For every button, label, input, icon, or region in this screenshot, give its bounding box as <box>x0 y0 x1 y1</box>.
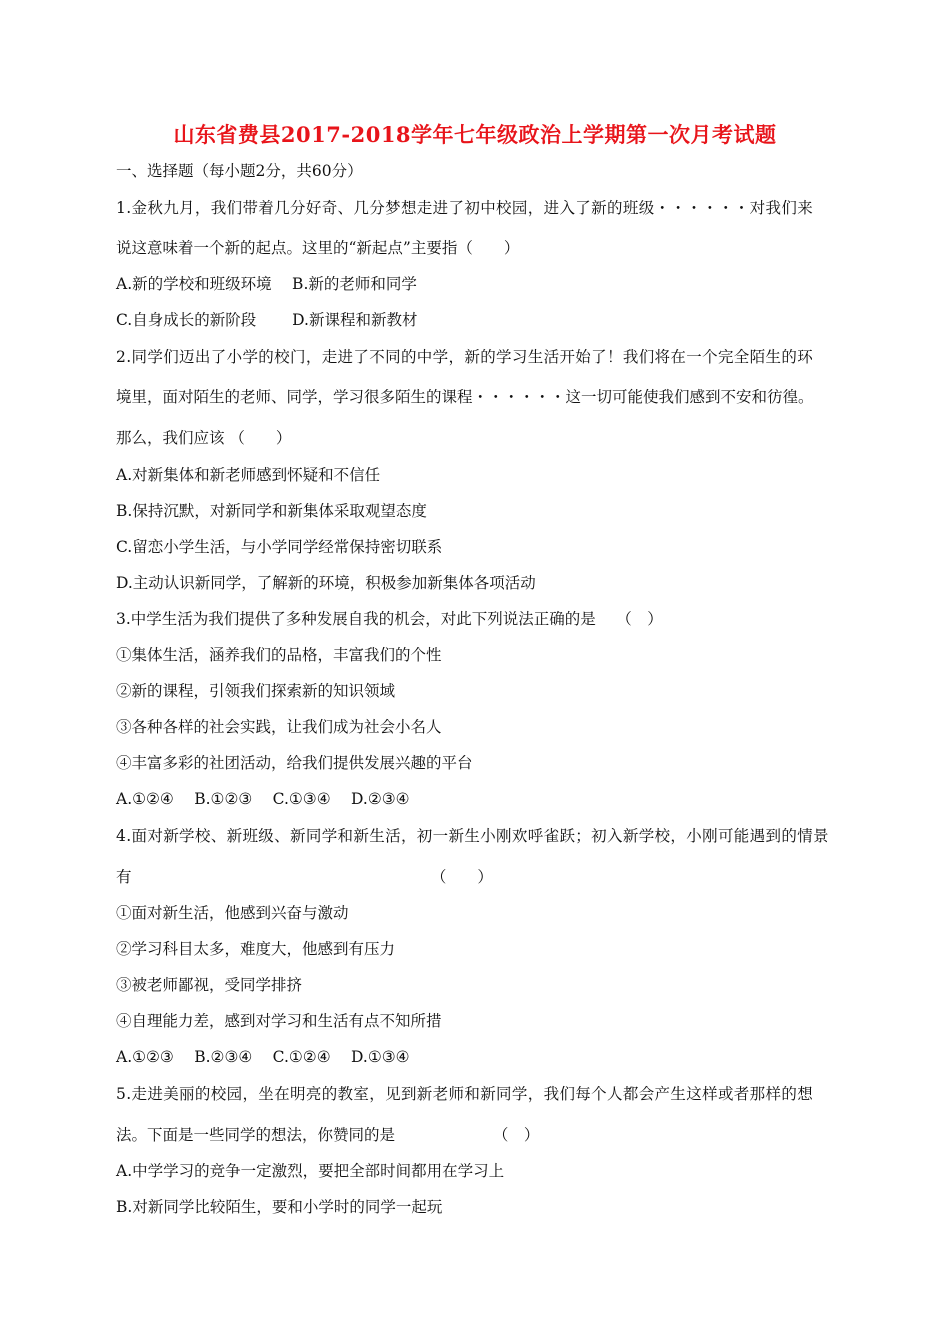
exam-title: 山东省费县2017-2018学年七年级政治上学期第一次月考试题 <box>173 122 777 147</box>
question-5-stem-line-1: 5.走进美丽的校园，坐在明亮的教室，见到新老师和新同学，我们每个人都会产生这样或者那样的想 <box>116 1085 814 1103</box>
question-2-option-c: C.留恋小学生活，与小学同学经常保持密切联系 <box>116 538 443 556</box>
question-2-stem-line-2: 境里，面对陌生的老师、同学，学习很多陌生的课程・・・・・・这一切可能使我们感到不安和彷徨。 <box>116 388 814 406</box>
question-2-option-b: B.保持沉默，对新同学和新集体采取观望态度 <box>116 502 427 520</box>
question-3-options: A.①②④ B.①②③ C.①③④ D.②③④ <box>116 790 410 808</box>
question-4-statement-2: ②学习科目太多，难度大，他感到有压力 <box>116 940 396 958</box>
question-3-statement-2: ②新的课程，引领我们探索新的知识领域 <box>116 682 396 700</box>
question-1-options-line-1: A.新的学校和班级环境 B.新的老师和同学 <box>116 275 417 293</box>
question-2-option-a: A.对新集体和新老师感到怀疑和不信任 <box>116 466 381 484</box>
question-3-statement-3: ③各种各样的社会实践，让我们成为社会小名人 <box>116 718 442 736</box>
question-5-stem-line-2: 法。下面是一些同学的想法，你赞同的是 （ ） <box>116 1126 540 1144</box>
question-3-statement-1: ①集体生活，涵养我们的品格，丰富我们的个性 <box>116 646 442 664</box>
question-1-options-line-2: C.自身成长的新阶段 D.新课程和新教材 <box>116 311 418 329</box>
question-4-statement-1: ①面对新生活，他感到兴奋与激动 <box>116 904 349 922</box>
question-1-stem-line-2: 说这意味着一个新的起点。这里的“新起点”主要指（ ） <box>116 239 520 257</box>
question-5-option-b: B.对新同学比较陌生，要和小学时的同学一起玩 <box>116 1198 443 1216</box>
question-5-option-a: A.中学学习的竞争一定激烈，要把全部时间都用在学习上 <box>116 1162 505 1180</box>
question-4-stem-line-2: 有 （ ） <box>116 868 493 886</box>
question-1-stem-line-1: 1.金秋九月，我们带着几分好奇、几分梦想走进了初中校园，进入了新的班级・・・・・・对我们来 <box>116 199 814 217</box>
question-2-stem-line-1: 2.同学们迈出了小学的校门，走进了不同的中学，新的学习生活开始了！我们将在一个完全陌生的环 <box>116 348 814 366</box>
section-heading: 一、选择题（每小题2分，共60分） <box>116 162 363 180</box>
question-4-stem-line-1: 4.面对新学校、新班级、新同学和新生活，初一新生小刚欢呼雀跃；初入新学校，小刚可能遇到的情景 <box>116 827 829 845</box>
question-3-stem-line-1: 3.中学生活为我们提供了多种发展自我的机会，对此下列说法正确的是 （ ） <box>116 610 663 628</box>
question-4-statement-4: ④自理能力差，感到对学习和生活有点不知所措 <box>116 1012 442 1030</box>
question-3-statement-4: ④丰富多彩的社团活动，给我们提供发展兴趣的平台 <box>116 754 473 772</box>
question-4-options: A.①②③ B.②③④ C.①②④ D.①③④ <box>116 1048 410 1066</box>
question-2-stem-line-3: 那么，我们应该 （ ） <box>116 429 292 447</box>
question-2-option-d: D.主动认识新同学，了解新的环境，积极参加新集体各项活动 <box>116 574 536 592</box>
question-4-statement-3: ③被老师鄙视，受同学排挤 <box>116 976 303 994</box>
